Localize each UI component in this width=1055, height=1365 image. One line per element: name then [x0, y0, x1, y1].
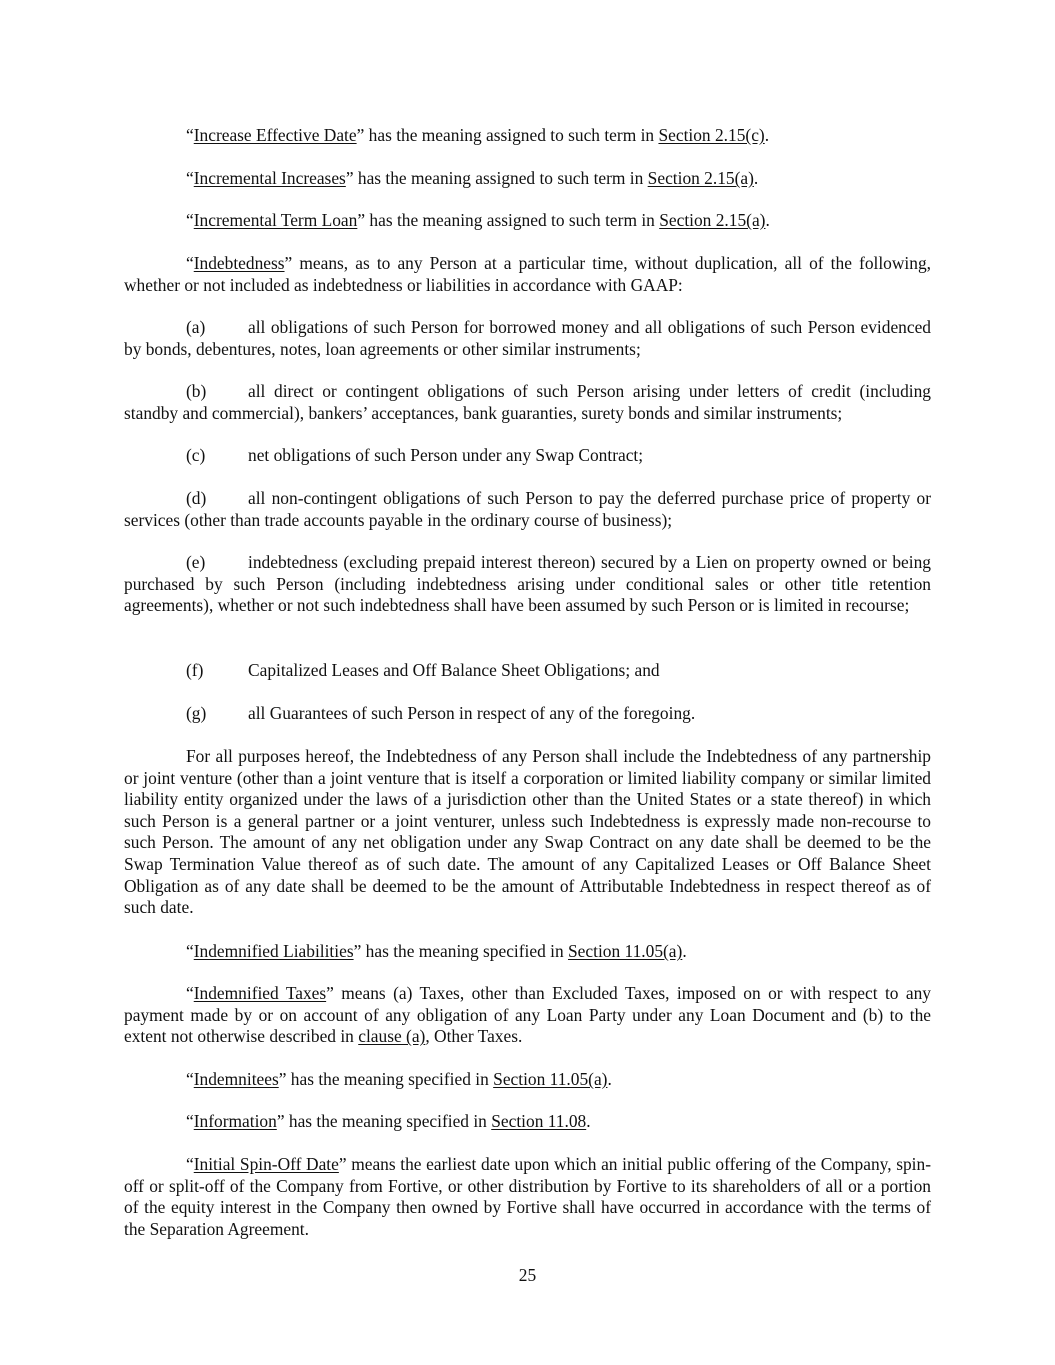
- clause-b: (b) all direct or contingent obligations of such Person arising under letters of credit (including standby and commercial), bankers’ acceptances, bank guaranties, surety bonds and similar instruments;: [124, 381, 931, 423]
- clause-label: (b): [186, 381, 207, 401]
- defined-term: Indemnified Liabilities: [193, 941, 354, 961]
- clause-f: (f) Capitalized Leases and Off Balance Sheet Obligations; and: [186, 660, 660, 680]
- defined-term: Initial Spin-Off Date: [193, 1154, 339, 1174]
- clause-c: (c) net obligations of such Person under any Swap Contract;: [186, 445, 644, 465]
- defined-term: Incremental Increases: [193, 168, 346, 188]
- clause-label: (a): [186, 317, 206, 337]
- defined-term: Incremental Term Loan: [193, 210, 358, 230]
- definition-indebtedness: “Indebtedness” means, as to any Person at a particular time, without duplication, all of the following, whether or not included as indebtedness or liabilities in accordance with GAAP:: [124, 253, 931, 295]
- defined-term: Information: [193, 1111, 277, 1131]
- defined-term: Increase Effective Date: [193, 125, 357, 145]
- definition-initial-spin-off-date: “Initial Spin-Off Date” means the earliest date upon which an initial public offering of the Company, spin-off or split-off of the Company from Fortive, or other distribution by Fortive to its shareholders of all or a portion of the equity interest in the Company then owned by Fortive shall have occurred in accordance with the terms of the Separation Agreement.: [124, 1154, 931, 1239]
- clause-label: (d): [186, 488, 207, 508]
- definition-information: “Information” has the meaning specified in Section 11.08.: [186, 1111, 591, 1131]
- definition-indemnified-liabilities: “Indemnified Liabilities” has the meaning specified in Section 11.05(a).: [186, 941, 687, 961]
- clause-label: (c): [186, 445, 206, 465]
- defined-term: Indebtedness: [193, 253, 285, 273]
- defined-term: Indemnified Taxes: [193, 983, 327, 1003]
- section-reference: Section 11.05(a): [568, 941, 683, 961]
- definition-incremental-increases: “Incremental Increases” has the meaning assigned to such term in Section 2.15(a).: [186, 168, 759, 188]
- page-number: 25: [518, 1265, 537, 1285]
- indebtedness-purposes-paragraph: For all purposes hereof, the Indebtedness of any Person shall include the Indebtedness of any partnership or joint venture (other than a joint venture that is itself a corporation or limited liability company or similar limited liability entity organized under the laws of a jurisdiction other than the United States or a state thereof) in which such Person is a general partner or a joint venturer, unless such Indebtedness is expressly made non-recourse to such Person. The amount of any net obligation under any Swap Contract on any date shall be deemed to be the Swap Termination Value thereof as of such date. The amount of any Capitalized Leases or Off Balance Sheet Obligation as of any date shall be deemed to be the amount of Attributable Indebtedness in respect thereof as of such date.: [124, 746, 931, 918]
- section-reference: Section 2.15(a): [647, 168, 754, 188]
- section-reference: Section 11.05(a): [493, 1069, 608, 1089]
- clause-e: (e) indebtedness (excluding prepaid interest thereon) secured by a Lien on property owned or being purchased by such Person (including indebtedness arising under conditional sales or other title retention agreements), whether or not such indebtedness shall have been assumed by such Person or is limited in recourse;: [124, 552, 931, 616]
- section-reference: Section 11.08: [491, 1111, 587, 1131]
- clause-d: (d) all non-contingent obligations of such Person to pay the deferred purchase price of property or services (other than trade accounts payable in the ordinary course of business);: [124, 488, 931, 530]
- clause-label: (e): [186, 552, 206, 572]
- defined-term: Indemnitees: [193, 1069, 279, 1089]
- definition-increase-effective-date: “Increase Effective Date” has the meaning assigned to such term in Section 2.15(c).: [186, 125, 770, 145]
- definition-indemnitees: “Indemnitees” has the meaning specified in Section 11.05(a).: [186, 1069, 612, 1089]
- definition-incremental-term-loan: “Incremental Term Loan” has the meaning assigned to such term in Section 2.15(a).: [186, 210, 770, 230]
- clause-g: (g) all Guarantees of such Person in respect of any of the foregoing.: [186, 703, 696, 723]
- section-reference: Section 2.15(a): [659, 210, 766, 230]
- clause-reference: clause (a): [358, 1026, 426, 1047]
- clause-a: (a) all obligations of such Person for borrowed money and all obligations of such Person evidenced by bonds, debentures, notes, loan agreements or other similar instruments;: [124, 317, 931, 359]
- clause-label: (f): [186, 660, 204, 680]
- section-reference: Section 2.15(c): [658, 125, 765, 145]
- definition-indemnified-taxes: “Indemnified Taxes” means (a) Taxes, other than Excluded Taxes, imposed on or with respect to any payment made by or on account of any obligation of any Loan Party under any Loan Document and (b) to the extent not otherwise described in clause (a), Other Taxes.: [124, 983, 931, 1047]
- clause-label: (g): [186, 703, 207, 723]
